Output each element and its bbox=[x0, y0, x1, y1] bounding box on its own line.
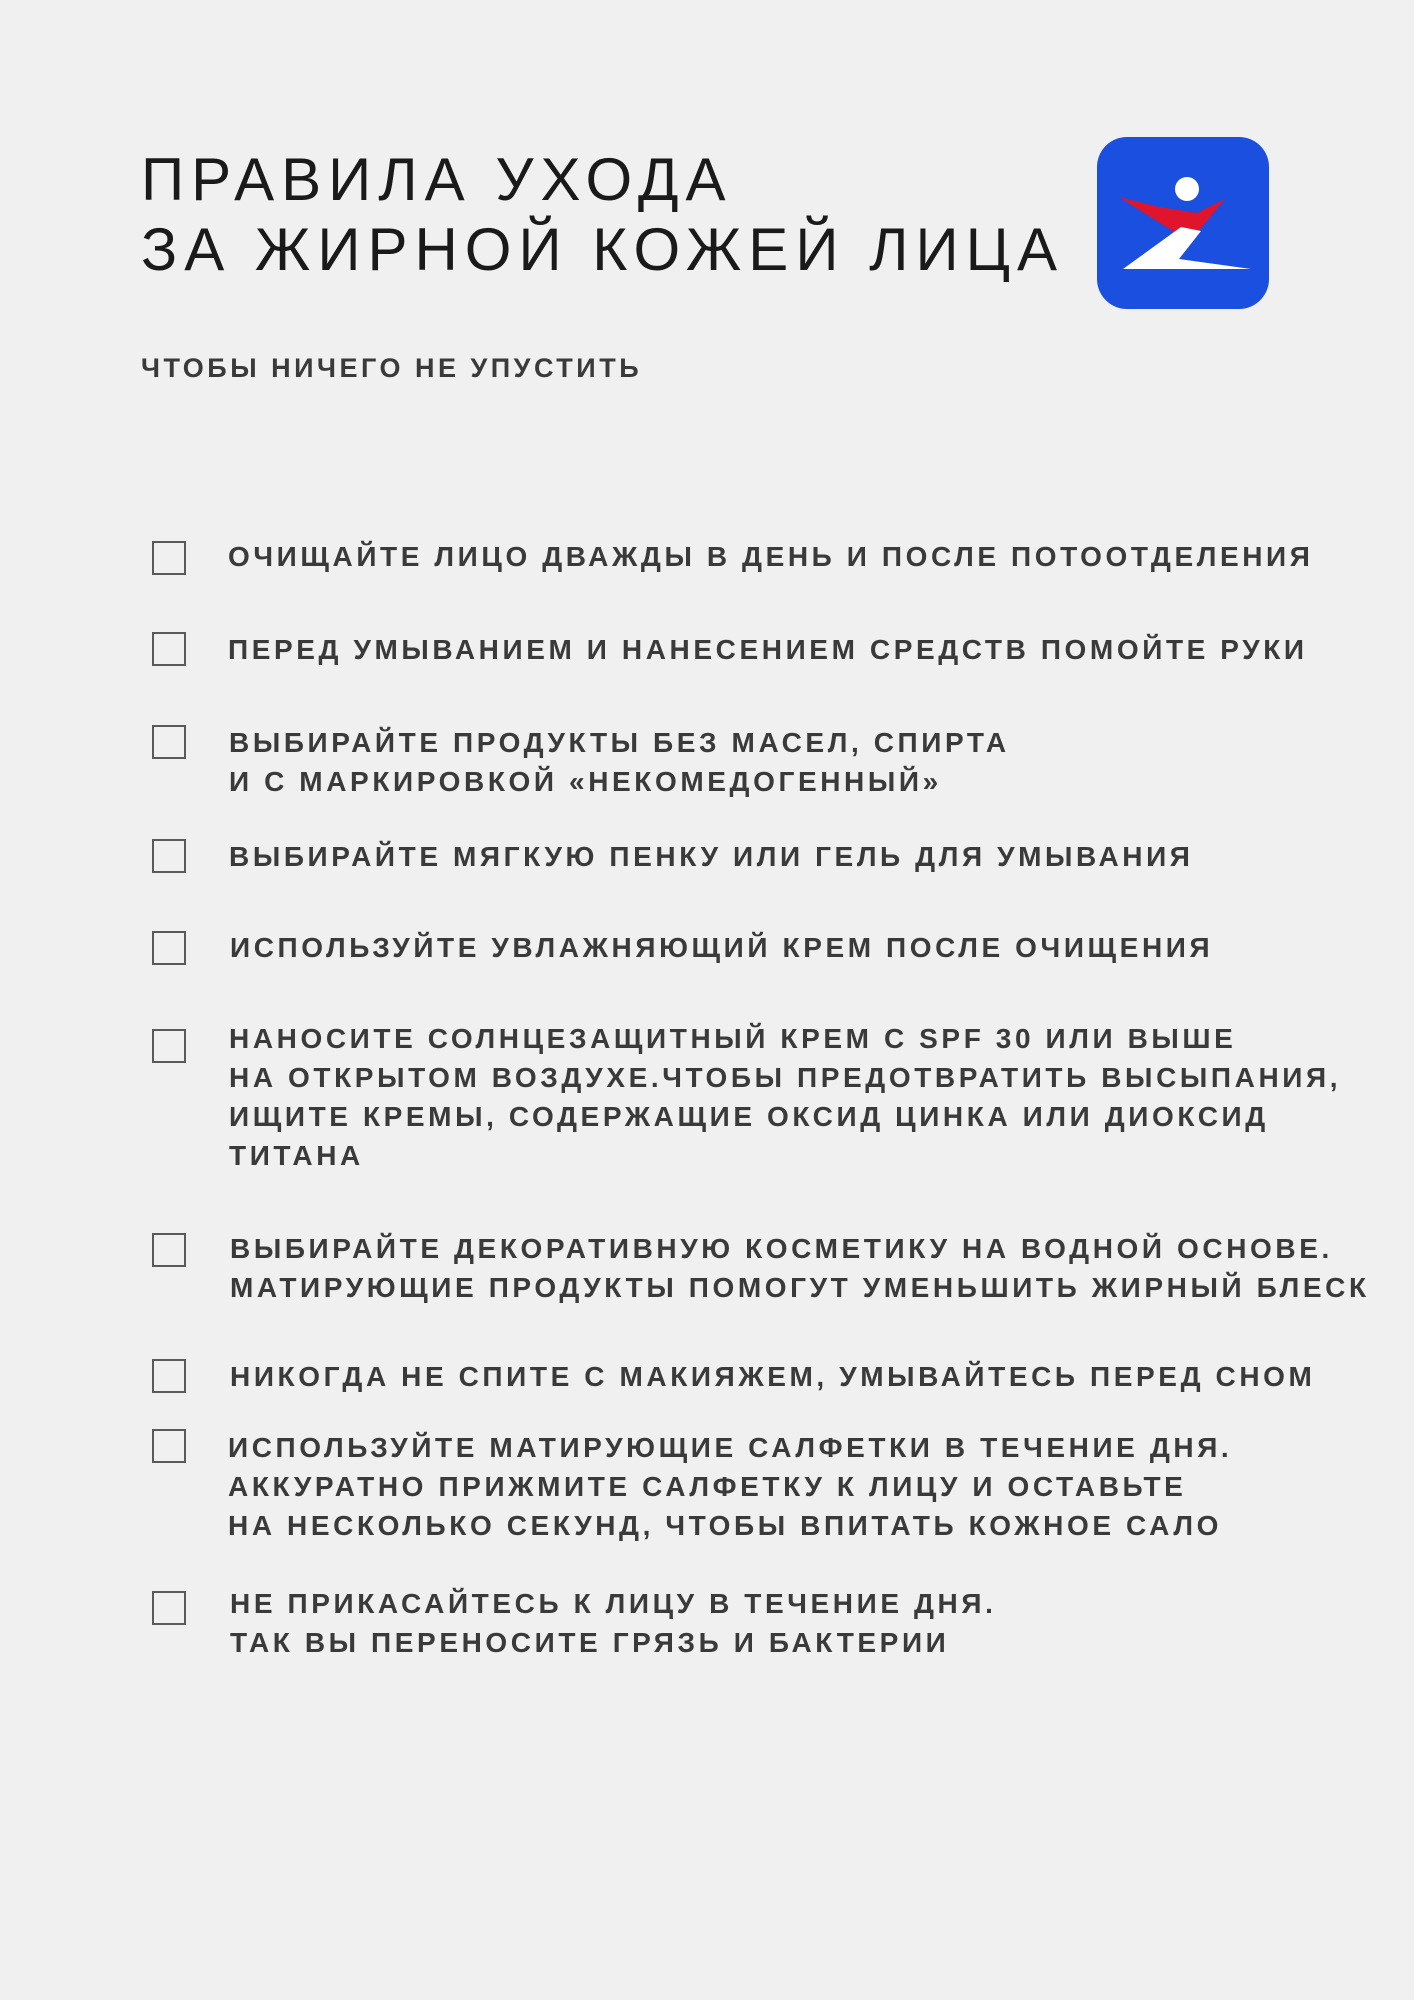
item-line: НЕ ПРИКАСАЙТЕСЬ К ЛИЦУ В ТЕЧЕНИЕ ДНЯ. bbox=[230, 1588, 997, 1619]
checkbox[interactable] bbox=[152, 1359, 186, 1393]
item-line: ИЩИТЕ КРЕМЫ, СОДЕРЖАЩИЕ ОКСИД ЦИНКА ИЛИ ДИОКСИД bbox=[229, 1101, 1269, 1132]
checkbox[interactable] bbox=[152, 1429, 186, 1463]
item-line: ВЫБИРАЙТЕ ПРОДУКТЫ БЕЗ МАСЕЛ, СПИРТА bbox=[229, 727, 1010, 758]
checkbox[interactable] bbox=[152, 931, 186, 965]
item-line: И С МАРКИРОВКОЙ «НЕКОМЕДОГЕННЫЙ» bbox=[229, 766, 942, 797]
checklist-item-text bbox=[228, 537, 1314, 576]
subtitle: ЧТОБЫ НИЧЕГО НЕ УПУСТИТЬ bbox=[141, 353, 643, 383]
checkbox[interactable] bbox=[152, 839, 186, 873]
checklist-item-text bbox=[229, 1019, 1341, 1175]
checklist-item-text bbox=[230, 1584, 996, 1662]
item-line: НАНОСИТЕ СОЛНЦЕЗАЩИТНЫЙ КРЕМ С SPF 30 ИЛИ ВЫШЕ bbox=[229, 1023, 1237, 1054]
title-line-1: ПРАВИЛА УХОДА bbox=[141, 146, 733, 213]
item-line: ИСПОЛЬЗУЙТЕ УВЛАЖНЯЮЩИЙ КРЕМ ПОСЛЕ ОЧИЩЕНИЯ bbox=[230, 932, 1214, 963]
checklist-item-text bbox=[228, 630, 1308, 669]
checklist-item-text bbox=[229, 723, 1010, 801]
item-line: ПЕРЕД УМЫВАНИЕМ И НАНЕСЕНИЕМ СРЕДСТВ ПОМОЙТЕ РУКИ bbox=[228, 634, 1308, 665]
item-line: МАТИРУЮЩИЕ ПРОДУКТЫ ПОМОГУТ УМЕНЬШИТЬ ЖИРНЫЙ БЛЕСК bbox=[230, 1272, 1370, 1303]
checklist-item-text bbox=[230, 1229, 1370, 1307]
checkbox[interactable] bbox=[152, 725, 186, 759]
checklist-item-text bbox=[230, 1357, 1315, 1396]
checklist-item-text bbox=[228, 1428, 1232, 1545]
checkbox[interactable] bbox=[152, 1591, 186, 1625]
title-line-2: ЗА ЖИРНОЙ КОЖЕЙ ЛИЦА bbox=[141, 216, 1065, 283]
checklist-item-text bbox=[229, 837, 1194, 876]
item-line: ИСПОЛЬЗУЙТЕ МАТИРУЮЩИЕ САЛФЕТКИ В ТЕЧЕНИЕ ДНЯ. bbox=[228, 1432, 1233, 1463]
checkbox[interactable] bbox=[152, 1029, 186, 1063]
item-line: ТАК ВЫ ПЕРЕНОСИТЕ ГРЯЗЬ И БАКТЕРИИ bbox=[230, 1627, 950, 1658]
checkbox[interactable] bbox=[152, 1233, 186, 1267]
item-line: ВЫБИРАЙТЕ МЯГКУЮ ПЕНКУ ИЛИ ГЕЛЬ ДЛЯ УМЫВАНИЯ bbox=[229, 841, 1194, 872]
item-line: НИКОГДА НЕ СПИТЕ С МАКИЯЖЕМ, УМЫВАЙТЕСЬ ПЕРЕД СНОМ bbox=[230, 1361, 1316, 1392]
item-line: ВЫБИРАЙТЕ ДЕКОРАТИВНУЮ КОСМЕТИКУ НА ВОДНОЙ ОСНОВЕ. bbox=[230, 1233, 1333, 1264]
checkbox[interactable] bbox=[152, 541, 186, 575]
item-line: АККУРАТНО ПРИЖМИТЕ САЛФЕТКУ К ЛИЦУ И ОСТАВЬТЕ bbox=[228, 1471, 1187, 1502]
item-line: ОЧИЩАЙТЕ ЛИЦО ДВАЖДЫ В ДЕНЬ И ПОСЛЕ ПОТООТДЕЛЕНИЯ bbox=[228, 541, 1314, 572]
item-line: ТИТАНА bbox=[229, 1140, 364, 1171]
item-line: НА НЕСКОЛЬКО СЕКУНД, ЧТОБЫ ВПИТАТЬ КОЖНОЕ САЛО bbox=[228, 1510, 1222, 1541]
checklist-item-text bbox=[230, 928, 1213, 967]
checkbox[interactable] bbox=[152, 632, 186, 666]
item-line: НА ОТКРЫТОМ ВОЗДУХЕ.ЧТОБЫ ПРЕДОТВРАТИТЬ ВЫСЫПАНИЯ, bbox=[229, 1062, 1342, 1093]
